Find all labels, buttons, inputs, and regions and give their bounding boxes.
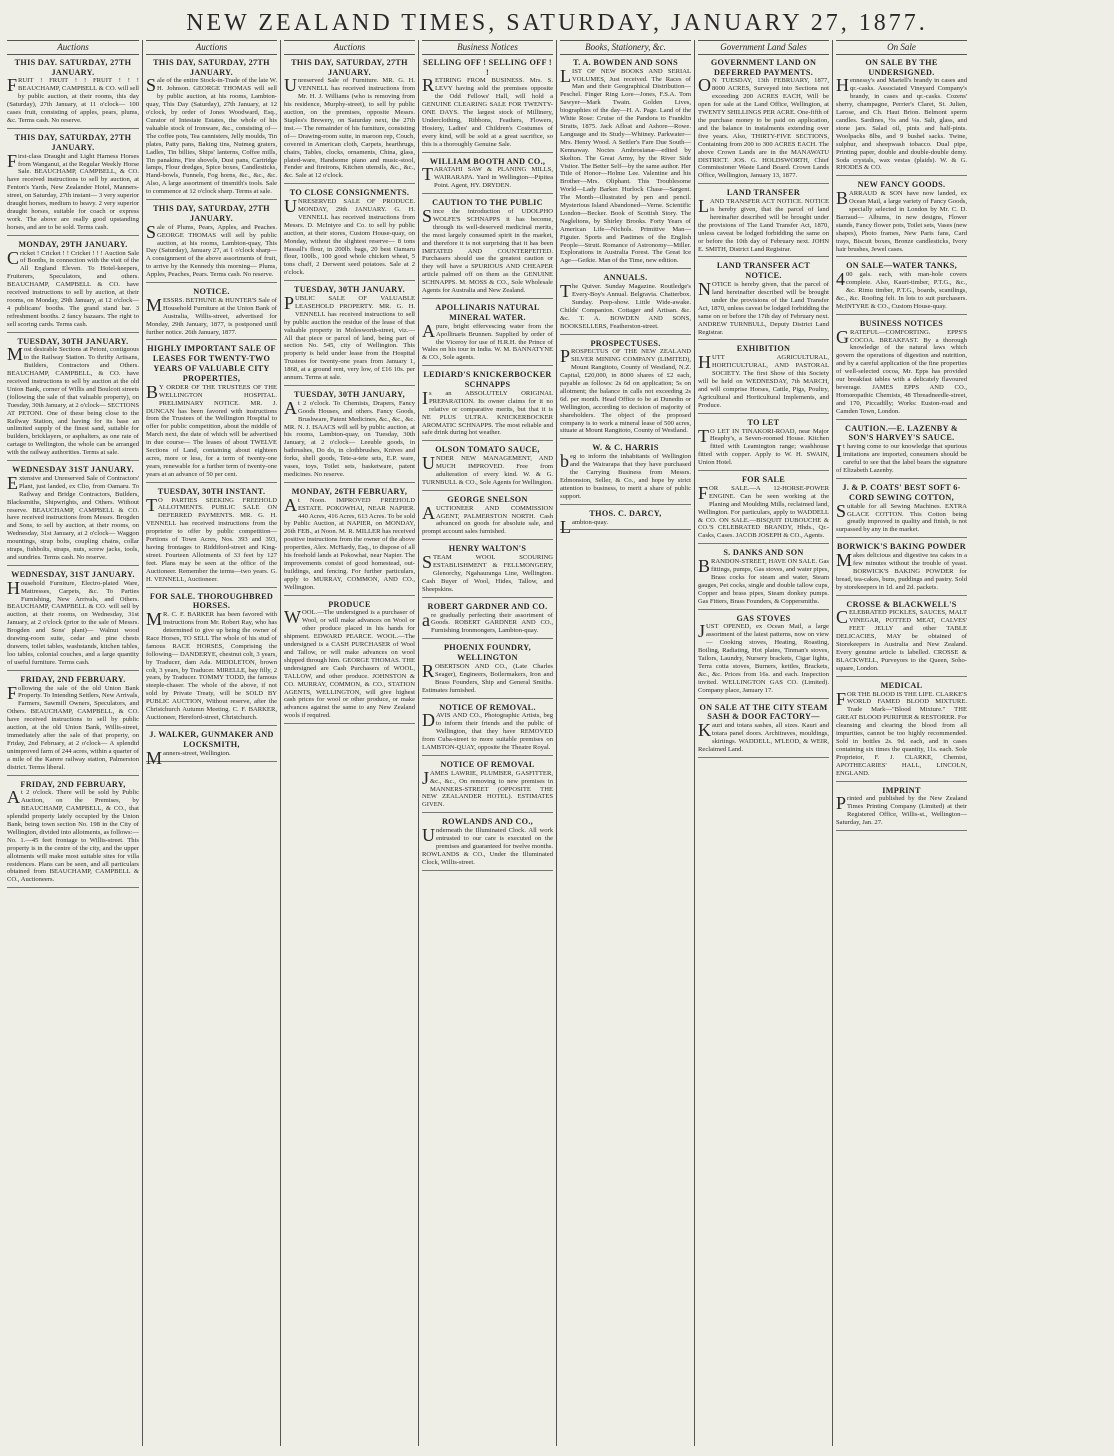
advertisement-title: TUESDAY, 30TH INSTANT. [157, 486, 266, 496]
advertisement-title: MEDICAL [880, 680, 923, 690]
divider [698, 698, 829, 699]
advertisement-title: MONDAY, 26TH FEBRUARY, [291, 486, 408, 496]
divider [422, 638, 553, 639]
divider [7, 235, 139, 236]
advertisement-body: First-class Draught and Light Harness Horses from Wanganui, at the Regular Weekly Horse Sale. BEAUCHAMP, CAMPBELL, & CO. have received instructions to sell by auction, at Fenton's Yards, New Zealander Hotel, Manners-street, on Saturday, 27th instant— 3 very superior draught horses, medium to heavy. 2 very superior draught horses, suitable for coach or express work. The above are really good upstanding horses, and are to be sold. Terms cash. [7, 150, 139, 231]
advertisement [698, 418, 829, 471]
advertisement [422, 817, 553, 870]
advertisement-title: TO LET [747, 417, 780, 427]
advertisement-title: THIS DAY, SATURDAY, 27TH JANUARY. [153, 204, 270, 223]
advertisement [836, 261, 967, 314]
advertisement-title: MONDAY, 29TH JANUARY. [18, 239, 128, 249]
advertisement [698, 344, 829, 413]
advertisement [7, 780, 139, 889]
advertisement-body: WOOL.—The undersigned is a purchaser of Wool, or will make advances on Wool or other produce placed in his hands for shipment. EDWARD PEARCE. WOOL.—The undersigned is a CASH PURCHASER of Wool and Tallow, or will make advances on wool shipped through him. GEORGE THOMAS. THE undersigned are Cash Purchasers of WOOL, TALLOW, and other produce. JOHNSTON & CO. MURRAY, COMMON, & CO., STATION AGENTS, WELLINGTON, will give highest cash prices for wool or other produce, or make advances against the same to any New Zealand wools if required. [284, 607, 415, 720]
divider [7, 670, 139, 671]
advertisement [422, 157, 553, 195]
divider [560, 438, 691, 439]
advertisement-title: THIS DAY. SATURDAY, 27TH JANUARY. [14, 57, 132, 77]
divider [422, 698, 553, 699]
advertisement-title: LEDIARD'S KNICKERBOCKER SCHNAPPS [423, 370, 552, 390]
advertisement-body: Apure, bright effervescing water from the Apollinaris Brunnen. Supplied by order of the Viceroy for use of H.R.H. the Prince of Wales on his tour in India. W. M. BANNATYNE & CO., Sole agents. [422, 320, 553, 362]
advertisement-body: PUBLIC SALE OF VALUABLE LEASEHOLD PROPERTY. MR. G. H. VENNELL has received instructions to sell by public auction the residue of the lease of that valuable property in Molesworth-street, viz.— All that piece or parcel of land, being part of section No. 545, city of Wellington. This property is held under lease from the Hospital Trustees for twenty-one years from January 1, 1868, at a ground rent, very low, of £16 10s. per annum. Terms at sale. [284, 293, 415, 382]
advertisement [560, 443, 691, 504]
advertisement-title: HIGHLY IMPORTANT SALE OF LEASES FOR TWENTY-TWO YEARS OF VALUABLE CITY PROPERTIES, [147, 344, 276, 384]
advertisement [836, 58, 967, 177]
advertisement-title: APOLLINARIS NATURAL MINERAL WATER. [435, 303, 540, 322]
advertisement-body: 400 gals. each, with man-hole covers complete. Also, Kauri-timber, P.T.G., &c., &c. Rimu timber, P.T.G., boards, scantlings, &c., &c. Roofing felt. In lots to suit purchasers. McINTYRE & CO., Custom House-quay. [836, 269, 967, 310]
advertisement-title: FOR SALE. THOROUGHBRED HORSES. [149, 591, 274, 611]
advertisement-title: THIS DAY, SATURDAY, 27TH JANUARY. [291, 57, 408, 77]
advertisement-title: GEORGE SNELSON [447, 494, 528, 504]
advertisement-title: CROSSE & BLACKWELL'S [846, 599, 957, 609]
advertisement-title: PHOENIX FOUNDRY, WELLINGTON [444, 643, 531, 663]
advertisement-title: ROWLANDS AND CO., [441, 817, 534, 827]
advertisement-body: At 2 o'clock. To Chemists, Drapers, Fancy Goods Houses, and others. Fancy Goods, Brushware, Patent Medicines, &c., &c., &c. MR. N. J. ISAACS will sell by public auction, at his rooms, Lambton-quay, on Tuesday, 30th January, at 2 o'clock— Leeuble goods, in bathrushes, Do do, in clothbrushes, Knives and forks, shell goods, Tete-a-tete sets, E.P. ware, vases, toys, Toilet sets, basketware, patent medicines. No reserve. [284, 397, 415, 478]
advertisement-title: EXHIBITION [736, 344, 791, 354]
advertisement-title: PRODUCE [328, 599, 371, 609]
divider [146, 339, 277, 340]
advertisement-body: ON TUESDAY, 13th FEBRUARY, 1877, 8000 ACRES, Surveyed into Sections not exceeding 200 ACRES EACH, Will be open for sale at the Land Office, Wellington, at TWENTY SHILLINGS PER ACRE. One-fifth of the purchase money to be paid on application, and the balance in instalments extending over five years. Also, THIRTY-FIVE SECTIONS, Containing from 200 to 300 ACRES EACH. The above Crown Lands are in the MANAWATU DISTRICT. JOS. G. HOLDSWORTH, Chief Commissioner Waste Land Board. Crown Lands Office, Wellington, January 13, 1877. [698, 75, 829, 180]
column-heading: Auctions [146, 40, 277, 55]
advertisement-title: PROSPECTUSES. [590, 338, 661, 348]
advertisement-body: Is an ABSOLUTELY ORIGINAL PREPARATION. Its owner claims for it no relative or comparative merits, but that it is NE PLUS ULTRA. KNICKERBOCKER AROMATIC SCHNAPPS. The most reliable and safe drink during hot weather. [422, 387, 553, 437]
advertisement-title: BORWICK'S BAKING POWDER [837, 542, 966, 552]
advertisement-body: BARRAUD & SON have now landed, ex Ocean Mail, a large variety of Fancy Goods, specially selected in London by Mr. C. D. Barraud— Albums, in new designs, Flower stands, Fancy flower pots, Toilet sets, Vases (new shapes), Photo frames, New Paris fans, Card trays, Biscuit boxes, Bronze candlesticks, Ivory hair brushes, Jewel cases. [836, 188, 967, 253]
advertisement-title: BUSINESS NOTICES [859, 318, 944, 328]
divider [284, 482, 415, 483]
advertisement-title: LAND TRANSFER ACT NOTICE. [716, 261, 811, 281]
advertisement-title: NOTICE OF REMOVAL [440, 759, 535, 769]
divider [284, 280, 415, 281]
advertisement-body: ROBERTSON AND CO., (Late Charles Seager), Engineers, Boilermakers, Iron and Brass Founders, Ship and General Smiths. Estimates furnished. [422, 660, 553, 694]
column [142, 40, 280, 1446]
advertisement [836, 786, 967, 831]
divider [422, 365, 553, 366]
advertisement-body: Unreserved Sale of Furniture. MR. G. H. VENNELL has received instructions from Mr. H. J. Williams (who is removing from his residence, Murphy-street), to sell by public auction, on the premises, opposite Messrs. Staples's Brewery, on Saturday next, the 27th inst.— The remainder of his furniture, consisting of— Drawing-room suite, in maroon rep, Couch, covered in American cloth, Carpets, hearthrugs, chairs, Tables, clocks, ornaments, China, glass, plated-ware, Handsome piano and music-stool, Fender and fireirons, Kitchen utensils, &c., &c., &c. Sale at 12 o'clock. [284, 75, 415, 180]
advertisement [698, 58, 829, 184]
advertisement-body: Manners-street, Wellington. [146, 747, 231, 768]
divider [146, 725, 277, 726]
divider [146, 199, 277, 200]
advertisement-body: Makes delicious and digestive tea cakes in a few minutes without the trouble of yeast. BORWICK'S BAKING POWDER for bread, tea-cakes, buns, puddings and pastry. Sold by storekeepers in 1d. and 2d. packets. [836, 550, 967, 591]
advertisement-body: LIST OF NEW BOOKS AND SERIAL VOLUMES, Just received. The Races of Man and their Geographical Distribution—Peschel. Finger Ring Lore—Jones, F.S.A. Tom Sawyer—Mark Twain. Golden Lives, biographies of the day—H. A. Page. Land of the White Rose: Cruise of the Pandora to Franklin Straits, 1875. Jack Afloat and Ashore—Rowe. Language and its Study—Whitney. Parkwater—Mrs. Henry Wood. A Settler's Fare Due South—Kennaway. Noctes Ambrosianæ—edited by Skelton. The Great Army, by the River Side Visitor. The Better Self—by the same author. Her Title of Honor—Holme Lee. Valentine and his Brother—Mrs. Oliphant. This Troublesome World—Lady Barker. Hurlock Chase—Sargent. The Month—illustrated by pen and pencil. Mysterious Island Abandoned—Verne. Scientific London—Becker. Book of Scottish Story. The Nagleltons, by Shirley Brooks. Forty Years of American Life—Nichols. Primitive Man—Figuier. Sports and Pastimes of the English People—Strutt. Romance of Astronomy—Miller. Explorations in Australia Forest. The Great Ice Age—Geikie. Man of the Time, new edition. [560, 65, 691, 265]
advertisement-body: Following the sale of the old Union Bank Property. To Intending Settlers, New Arrivals, Farmers, Sawmill Owners, Speculators, and Others. BEAUCHAMP, CAMPBELL, & CO. have received instructions to sell by public auction, at the old Union Bank, Willis-street, immediately after the sale of that property, on Friday, 2nd February, at 2 o'clock— A splendid unimproved farm of 244 acres, within a quarter of a mile of the Karere railway station, Palmerston district. Terms liberal. [7, 682, 140, 771]
advertisement [422, 643, 553, 698]
advertisement-title: WILLIAM BOOTH AND CO., [429, 156, 546, 166]
advertisement [422, 445, 553, 490]
advertisement-title: THIS DAY, SATURDAY, 27TH JANUARY. [14, 132, 132, 152]
divider [422, 193, 553, 194]
column [418, 40, 556, 1446]
advertisement-body: MESSRS. BETHUNE & HUNTER'S Sale of Household Furniture at the Union Bank of Australia, Willis-street, advertised for Monday, 29th January, 1877, is postponed until further notice. 26th January, 1877. [146, 294, 277, 336]
divider [146, 587, 277, 588]
advertisement-title: GAS STOVES [736, 613, 791, 623]
advertisement-title: THIS DAY, SATURDAY, 27TH JANUARY. [153, 57, 270, 77]
advertisement [422, 602, 553, 640]
advertisement [836, 424, 967, 479]
column [280, 40, 418, 1446]
advertisement [422, 544, 553, 597]
advertisement-body: Kauri and totara sashes, all sizes. Kauri and totara panel doors. Architraves, mouldings, skirtings. WADDELL, M'LEOD, & WEIR, Reclaimed Land. [698, 720, 829, 753]
advertisement-body: LAND TRANSFER ACT NOTICE. NOTICE is hereby given, that the parcel of land hereinafter described will be brought under the provisions of The Land Transfer Act, 1870, unless caveat be lodged forbidding the same on or before the 10th day of February next. JOHN E. SMITH, District Land Registrar. [698, 196, 829, 253]
advertisement-body: Sale of Plums, Pears, Apples, and Peaches. GEORGE THOMAS will sell by public auction, at his rooms, Lambton-quay, This Day (Saturday), January 27, at 1 o'clock sharp— A consignment of the above assortments of fruit, to arrive by the Kennedy this morning— Plums, Apples, Peaches, Pears. Terms cash. No reserve. [146, 221, 277, 279]
advertisement [284, 58, 415, 184]
divider [698, 757, 829, 758]
advertisement-body: At 2 o'clock. There will be sold by Public Auction, on the Premises, by BEAUCHAMP, CAMPBELL, & CO., that splendid property lately occupied by the Union Bank, being town section No. 198 in the City of Wellington, divided into allotments, as follows:— No. 1.—45 feet frontage to Willis-street. This property is in the centre of the city, and the upper allotments will make most suitable sites for villa residences. Plans can be seen, and all particulars obtained from BEAUCHAMP, CAMPBELL & CO., Auctioneers. [7, 787, 139, 884]
divider [7, 775, 139, 776]
advertisement [7, 570, 139, 671]
divider [836, 537, 967, 538]
column-heading: Government Land Sales [698, 40, 829, 55]
advertisement-body: beg to inform the inhabitants of Wellington and the Wairarapa that they have purchased the Carrying Business from Messrs. Edmonston, Seller, & Co., and hope by strict attention to business, to merit a share of public support. [560, 451, 691, 500]
divider [836, 478, 967, 479]
divider [422, 490, 553, 491]
advertisement-body: HUTT AGRICULTURAL, HORTICULTURAL, AND PASTORAL SOCIETY. The first Show of this Society will be held on WEDNESDAY, 7th MARCH, and will comprise Horses, Cattle, Pigs, Poultry, Agricultural and Horticultural Implements, and Produce. [698, 352, 829, 409]
divider [560, 268, 691, 269]
advertisement [836, 681, 967, 782]
advertisement-body: Printed and published by the New Zealand Times Printing Company (Limited) at their Registered Office, Willis-st., Wellington—Saturday, Jan. 27. [836, 793, 967, 827]
advertisement [560, 58, 691, 270]
advertisement-body: DAVIS AND CO., Photographic Artists, beg to inform their friends and the public of Wellington, that they have REMOVED from Cuba-street to more suitable premises on LAMBTON-QUAY, opposite the Theatre Royal. [422, 710, 553, 752]
advertisement-title: THOS. C. DARCY, [589, 508, 662, 518]
advertisement-title: OLSON TOMATO SAUCE, [435, 445, 540, 455]
divider [698, 543, 829, 544]
advertisement-body: Sale of the entire Stock-in-Trade of the late W. H. Johnson. GEORGE THOMAS will sell by public auction, at his rooms, Lambton-quay, This Day (Saturday), 27th January, at 12 o'clock, by order of Jones Woodward, Esq., Curator of Intestate Estates, the whole of his valuable stock of Ironware, &c., consisting of— The coffee pots, Tea cannisters, Jelly moulds, Tin plates, Patty pans, Baking tins, Nutmeg graters, Ladles, Tin billies, Ships' lanterns, Coffee mills, Tin panakins, Fire shovels, Dust pans, Cartridge lamps, Flour dredges, Spice boxes, Candlesticks, Hand-bowls, Funnels, Fog horns, &c., &c., &c. Also, A large assortment of tinsmith's tools. Sale to commence at 12 o'clock sharp. Terms at sale. [146, 75, 277, 196]
divider [698, 413, 829, 414]
advertisement [146, 287, 277, 340]
divider [836, 175, 967, 176]
advertisement [7, 337, 139, 462]
advertisement [7, 465, 139, 566]
advertisement-body: FRUIT ! FRUIT ! ! FRUIT ! ! ! BEAUCHAMP, CAMPBELL & CO. will sell by public auction, at their rooms, this day (Saturday), 27th January, at 11 o'clock— 100 cases fruit, consisting of apples, pears, plums, &c. Terms cash. No reserve. [7, 75, 139, 125]
advertisement-title: GOVERNMENT LAND ON DEFERRED PAYMENTS. [710, 57, 817, 77]
advertisement [698, 188, 829, 257]
advertisement [284, 600, 415, 725]
divider [422, 597, 553, 598]
divider [560, 334, 691, 335]
advertisement [284, 390, 415, 483]
divider [422, 298, 553, 299]
advertisement-body: Hennessy's and Martell's brandy in cases and qr.-casks. Associated Vineyard Company's brandy, in cases and qr.-casks. Cozens' sherry, champagne, Perrier's Claret, St. Julien, Larose, and Ch. Haut Brion. Belmont sperm candles. Sardines, ½s and ¼s. Salt, glass, and stone jars. Salad oil, pints and half-pints. Woolpacks 8lbs, and 9 bushel sacks. Twine, sulphur, and sheepwash tobacco. Dual pipe, Printing paper, double and double-double demy. Soda crystals, wax vestas (plaids). W. & G. RHODES & CO. [836, 75, 967, 172]
advertisement-title: LAND TRANSFER [726, 188, 801, 198]
advertisement-title: ROBERT GARDNER AND CO. [427, 601, 548, 611]
advertisement-title: FRIDAY, 2ND FEBRUARY, [20, 779, 126, 789]
advertisement-title: TUESDAY, 30TH JANUARY. [17, 336, 129, 346]
divider [7, 460, 139, 461]
divider [560, 504, 691, 505]
advertisement-title: ON SALE—WATER TANKS, [846, 261, 957, 271]
divider [836, 781, 967, 782]
advertisement [836, 483, 967, 538]
column-heading: Books, Stationery, &c. [560, 40, 691, 55]
column-heading: On Sale [836, 40, 967, 55]
divider [422, 152, 553, 153]
divider [284, 595, 415, 596]
advertisement-body: TO LET IN TINAKORI-ROAD, near Major Heaphy's, a Seven-roomed House. Kitchen fitted with Leamington range; washhouse fitted with copper. Apply to W. H. SWAIN, Union Hotel. [698, 425, 829, 467]
advertisement-body: AUCTIONEER AND COMMISSION AGENT, PALMERSTON NORTH. Cash advanced on goods for absolute sale, and prompt account sales furnished. [422, 502, 553, 536]
divider [836, 256, 967, 257]
advertisement [698, 614, 829, 699]
advertisement [698, 548, 829, 609]
advertisement-body: RETIRING FROM BUSINESS. Mrs. S. LEVY having sold the premises opposite the Odd Fellows' Hall, will hold a GENUINE CLEARING SALE FOR TWENTY-ONE DAYS. The largest stock of Millinery, Underclothing, Ribbons, Feathers, Flowers, Hosiery, Ladies' and Children's Costumes of every kind, will be sold at a great sacrifice, so this is a thoroughly Genuine Sale. [422, 75, 553, 148]
advertisement [422, 58, 553, 153]
masthead: NEW ZEALAND TIMES, SATURDAY, JANUARY 27, 1877. [186, 10, 928, 36]
advertisement [146, 487, 277, 588]
divider [284, 723, 415, 724]
advertisement [284, 188, 415, 281]
divider [698, 609, 829, 610]
divider [422, 755, 553, 756]
advertisement-body: Lambton-quay. [560, 516, 609, 537]
divider [422, 812, 553, 813]
advertisement [7, 675, 139, 776]
advertisement [422, 760, 553, 813]
advertisement-title: ANNUALS. [603, 273, 648, 283]
divider [7, 565, 139, 566]
advertisement-title: WEDNESDAY 31ST JANUARY. [12, 465, 134, 475]
advertisement [422, 303, 553, 366]
divider [698, 470, 829, 471]
advertisement [284, 285, 415, 386]
advertisement [836, 600, 967, 677]
divider [146, 482, 277, 483]
advertisement-body: BRANDON-STREET, HAVE ON SALE. Gas fittings, pumps, Gas stoves, and water pipes, Brass cocks for steam and water, Steam gauges, Pet cocks, single and double tallow cups, Copper and brass pipes, Steam donkey pumps. Gas Fitters, Brass Founders, & Coppersmiths. [698, 556, 829, 605]
divider [7, 128, 139, 129]
advertisement-body: Household Furniture, Electro-plated Ware, Mattresses, Carpets, &c. To Parties Furnishing, New Arrivals, and Others. BEAUCHAMP, CAMPBELL & CO. will sell by auction, at their rooms, on Wednesday, 31st January, at 2 o'clock (prior to the sale of Messrs. Brogden and Sons' plant)— Walnut wood drawing-room suite, cedar and pine chests drawers, toilet tables, washstands, kitchen tables, loo tables, colonial couches, and a large quantity of useful furniture. Terms cash. [7, 577, 139, 666]
advertisement-body: are gradually perfecting their assortment of Goods. ROBERT GARDNER AND CO., Furnishing Ironmongers, Lambton-quay. [422, 609, 553, 635]
advertisement [422, 370, 553, 441]
advertisement-body: Since the introduction of UDOLPHO WOLFE'S SCHNAPPS it has become, through its well-deserved medicinal merits, the most largely consumed spirit in the market, and therefore it is not surprising that it has been IMITATED AND COUNTERFEITED. Purchasers should use the greatest caution or they will have a SPURIOUS AND CHEAPER article palmed off on them as the GENUINE SCHNAPPS. M. MOSS & CO., Sole Wholesale Agents for Australia and New Zealand. [422, 206, 553, 295]
column [832, 40, 970, 1446]
advertisement-body: JAMES LAWRIE, PLUMBER, GASFITTER, &c., &c., On removing to new premises in MANNERS-STREET (OPPOSITE THE NEW ZEALANDER HOTEL). ESTIMATES GIVEN. [422, 767, 553, 809]
advertisement-body: UNDER NEW MANAGEMENT, AND MUCH IMPROVED. Free from adulteration of every kind. W. & G. TURNBULL & CO., Sole Agents for Wellington. [422, 453, 553, 486]
column [694, 40, 832, 1446]
advertisement-body: Underneath the Illuminated Clock. All work entrusted to our care is executed on the premises and guaranteed for twelve months. ROWLANDS & CO., Under the Illuminated Clock, Willis-street. [422, 825, 553, 866]
advertisement-body: CELEBRATED PICKLES, SAUCES, MALT VINEGAR, POTTED MEAT, CALVES' FEET JELLY and other TABLE DELICACIES, MAY be obtained of Storekeepers in Australia and New Zealand. Every genuine article is labelled. CROSSE & BLACKWELL, Purveyors to the Queen, Soho-square, London. [836, 607, 967, 672]
divider [146, 282, 277, 283]
advertisement-body: Extensive and Unreserved Sale of Contractors' Plant, just landed, ex Clio, from Oamaru. To Railway and Bridge Contractors, Builders, Blacksmiths, Shipwrights, and Others. Without reserve. BEAUCHAMP, CAMPBELL & CO. have received instructions from Messrs. Brogden and Sons, to sell by auction, at their rooms, on Wednesday, 31st January, at 2 o'clock— Waggon mountings, strap bolts, coupling chains, collar straps, fishbolts, straps, nuts, screw jacks, tools, and sundries. Terms cash. No reserve. [7, 472, 139, 562]
advertisement-title: W. & C. HARRIS [592, 443, 659, 453]
divider [422, 440, 553, 441]
advertisement-body: UNRESERVED SALE OF PRODUCE. MONDAY, 29th JANUARY. G. H. VENNELL has received instructions from Messrs. D. McIntyre and Co. to sell by public auction, at their stores, Custom House-quay, on Monday, without the slightest reserve— 8 tons Hassall's flour, in 200lb. bags, 20 best Oamaru flour, 100lb., 100 good whole chicken wheat, 5 tons chaff, 2 Derwent seed potatoes. Sale at 2 o'clock. [284, 196, 415, 277]
divider [7, 887, 139, 888]
divider [146, 761, 277, 762]
advertisement-title: ON SALE AT THE CITY STEAM SASH & DOOR FACTORY— [699, 702, 828, 722]
divider [7, 332, 139, 333]
advertisement [146, 729, 277, 768]
advertisement-body: BY ORDER OF THE TRUSTEES OF THE WELLINGTON HOSPITAL. PRELIMINARY NOTICE. MR. J. DUNCAN has been favored with instructions from the Trustees of the Wellington Hospital to offer for public competition, about the middle of March next, the date of which will be advertised in due course— The leases of about TWELVE Sections of Land, containing about eighteen acres, more or less, for a term of twenty-one years, renewable for a further term of twenty-one years at an advance of 50 per cent. [146, 381, 277, 478]
advertisement-title: FRIDAY, 2ND FEBRUARY. [20, 674, 126, 684]
advertisement-title: S. DANKS AND SON [723, 548, 804, 558]
advertisement-body: FOR SALE.—A 12-HORSE-POWER ENGINE. Can be seen working at the Planing and Moulding Mills, reclaimed land, Wellington. For particulars, apply to WADDELL & CO. ON SALE.—BISQUIT DUBOUCHE & CO.'S CELEBRATED BRANDY, Hhds., Qr.-Casks, Cases. JACOB JOSEPH & CO., Agents. [698, 482, 829, 540]
advertisement [146, 592, 277, 726]
divider [560, 529, 691, 530]
advertisement [284, 487, 415, 596]
advertisement-body: FOR THE BLOOD IS THE LIFE. CLARKE'S WORLD FAMED BLOOD MIXTURE. Trade Mark—"Blood Mixture." THE GREAT BLOOD PURIFIER & RESTORER. For cleansing and clearing the blood from all impurities, cannot be too highly recommended. Sold in bottles 2s. 9d. each, and in cases containing six times the quantity, 11s. each. Sole Proprietor, F. J. CLARKE, Chemist, APOTHECARIES' HALL, LINCOLN, ENGLAND. [836, 688, 967, 777]
advertisement-body: TARATAHI SAW & PLANING MILLS, WAIRARAPA. Yard in Wellington—Pipitea Point. Agent, HY. DRYDEN. [422, 164, 553, 190]
advertisement-body: TO PARTIES SEEKING FREEHOLD ALLOTMENTS. PUBLIC SALE ON DEFERRED PAYMENTS. MR. G. H. VENNELL has received instructions from the proprietor to offer by public competition— Portions of Town Acres, Nos. 393 and 393, having frontages to Riddiford-street and King-street. Fourteen Allotments of 33 feet by 127 feet. Plans may be seen at the office of the Auctioneer. Remember the terms—two years. G. H. VENNELL, Auctioneer. [146, 494, 277, 583]
divider [422, 539, 553, 540]
divider [698, 256, 829, 257]
advertisement-body: MR. C. F. BARKER has been favored with instructions from Mr. Robert Ray, who has determined to give up being the owner of Race Horses, TO SELL The whole of his stud of famous RACE HORSES, Comprising the following— DANDERYE, chestnut colt, 3 years, by Traducer, dam Ada. MIDDLETON, brown colt, 3 years, by Traducer. MIRELLE, bay filly, 2 years, by Traducer. TOMMY TODD, the famous steeple-chaser. The whole of the above, if not sold by Private Treaty, will be SOLD BY PUBLIC AUCTION, Without reserve, after the Christchurch Autumn Meeting. C. F. BARKER, Auctioneer, Hereford-street, Christchurch. [146, 609, 277, 722]
divider [422, 870, 553, 871]
advertisement-title: J. WALKER, GUNMAKER AND LOCKSMITH, [149, 729, 274, 749]
column-heading: Auctions [284, 40, 415, 55]
advertisement-title: TUESDAY, 30TH JANUARY, [294, 389, 405, 399]
advertisement [7, 240, 139, 333]
advertisement-title: NOTICE OF REMOVAL. [439, 702, 536, 712]
advertisement [836, 542, 967, 595]
advertisement-title: FOR SALE [741, 475, 786, 485]
advertisement [146, 58, 277, 200]
divider [698, 183, 829, 184]
advertisement-body: PROSPECTUS OF THE NEW ZEALAND SILVER MINING COMPANY (LIMITED), Mount Rangitoto, County of Westland, N.Z. Capital, £20,000, in 8000 shares of £2 each, payable as follows: 2s 6d on application; 5s on allotment; the balance in calls not exceeding 2s 6d. per month. Head Office to be at Dunedin or Wellington, according to decision of majority of shareholders. The object of the proposed company is to work a mineral lease of 500 acres, situate at Mount Rangitoto, County of Westland. [560, 346, 691, 435]
advertisement-body: It having come to our knowledge that spurious imitations are imported, consumers should be careful to see that the label bears the signature of Elizabeth Lazenby. [836, 441, 967, 475]
advertisement [560, 273, 691, 334]
advertisement [560, 339, 691, 440]
advertisement-body: Cricket ! Cricket ! ! Cricket ! ! ! Auction Sale of Booths, in connection with the visit of the All England Eleven. To Hotel-keepers, Fruiterers, Speculators, and others. BEAUCHAMP, CAMPBELL & CO. have received instructions to sell by auction, at their rooms, on Monday, 29th January, at 12 o'clock— 4 publicans' booths. The grand stand bar. 3 refreshment booths. 2 fancy bazaars. The right to sell scoring cards. Terms cash. [7, 247, 139, 328]
advertisement-title: WEDNESDAY, 31ST JANUARY. [11, 569, 135, 579]
advertisement [422, 198, 553, 299]
divider [284, 385, 415, 386]
advertisement [698, 475, 829, 544]
column-heading: Business Notices [422, 40, 553, 55]
advertisement-title: TO CLOSE CONSIGNMENTS. [289, 188, 410, 198]
advertisement-body: Most desirable Sections at Petoni, contiguous to the Railway Station. To thrifty Artisans, Builders, Contractors and Others. BEAUCHAMP, CAMPBELL, & CO. have received instructions to sell by auction at the old Union Bank, corner of Willis and Boulcott streets (following the sale of that valuable property), on Tuesday, 30th January, at 2 o'clock— SECTIONS AT PETONI. One of these being close to the Railway Station, and having for its base an unlimited supply of the finest sand, suitable for builders, bricklayers, or asphalters, as one rate of cartage to Wellington, the whole can be arranged with the railway authorities. Terms at sale. [7, 344, 139, 457]
advertisement-body: At Noon. IMPROVED FREEHOLD ESTATE. POKOWHAI, NEAR NAPIER. 440 Acres, 416 Acres, 613 Acres. To be sold by Public Auction, at NAPIER, on MONDAY, 26th FEB., at Noon. M. R. MILLER has received positive instructions from the owner of the above properties, Alex. McHardy, Esq., to dispose of all his freehold lands at Pokowhai, near Napier. The improvements consist of good homestead, out-buildings, and fencing. For further particulars, apply to MURRAY, COMMON, AND CO., Wellington. [284, 494, 415, 591]
advertisement-title: NOTICE. [193, 287, 230, 297]
advertisement-body: GRATEFUL—COMFORTING. EPPS'S COCOA. BREAKFAST. By a thorough knowledge of the natural laws which govern the operations of digestion and nutrition, and by a careful application of the fine properties of well-selected cocoa, Mr. Epps has provided our breakfast tables with a delicately flavoured beverage. JAMES EPPS AND CO., Homœopathic Chemists, 48 Threadneedle-street, and 170, Piccadilly; Works: Euston-road and Camden Town, London. [836, 326, 967, 415]
advertisement-title: ON SALE BY THE UNDERSIGNED. [865, 57, 938, 77]
advertisement [422, 495, 553, 540]
advertisement-body: Suitable for all Sewing Machines. EXTRA GLACE COTTON. This Cotton being greatly improved in quality and finish, is not surpassed by any in the market. [836, 500, 967, 534]
advertisement [836, 319, 967, 420]
columns-container [4, 40, 1110, 1446]
advertisement [7, 133, 139, 236]
advertisement-title: SELLING OFF ! SELLING OFF ! ! [423, 57, 552, 77]
advertisement [146, 204, 277, 283]
advertisement-title: J. & P. COATS' BEST SOFT 6-CORD SEWING COTTON, [842, 482, 961, 502]
advertisement-body: NOTICE is hereby given, that the parcel of land hereinafter described will be brought under the provisions of the Land Transfer Act, 1870, unless caveat be lodged forbidding the same on or before the 17th day of February next. ANDREW TURNBULL, Deputy District Land Registrar. [698, 279, 829, 336]
divider [836, 830, 967, 831]
advertisement [422, 703, 553, 756]
advertisement-title: CAUTION.—E. LAZENBY & SON'S HARVEY'S SAUCE. [845, 423, 958, 443]
advertisement [560, 508, 691, 537]
advertisement-body: STEAM WOOL SCOURING ESTABLISHMENT & FELLMONGERY, Glenorchy, Ngahauranga Line, Wellington. Cash Buyer of Wool, Hides, Tallow, and Sheepskins. [422, 552, 553, 593]
column [4, 40, 142, 1446]
divider [836, 676, 967, 677]
advertisement-title: CAUTION TO THE PUBLIC [432, 198, 543, 208]
advertisement-body: JUST OPENED, ex Ocean Mail, a large assortment of the latest patterns, now on view— Cooking stoves, Heating, Roasting, Boiling, Radiating, Hot plates, Tinman's stoves, Tailors, Laundry, Nursery brackets, Cigar lights, Terra cotta stoves, Burners, kettles, Brackets, &c., &c. Prices from 16s. and each. Inspection invited. WELLINGTON GAS CO. (Limited). Company place, January 17. [698, 621, 829, 694]
divider [698, 339, 829, 340]
advertisement-title: IMPRINT [882, 785, 921, 795]
column-heading: Auctions [7, 40, 139, 55]
divider [836, 419, 967, 420]
advertisement [146, 344, 277, 482]
divider [836, 595, 967, 596]
column [556, 40, 694, 1446]
advertisement-title: T. A. BOWDEN AND SONS [573, 57, 678, 67]
advertisement-title: HENRY WALTON'S [448, 544, 527, 554]
advertisement-body: The Quiver. Sunday Magazine. Routledge's Every-Boy's Annual. Belgravia. Chatterbox. Sunday. Peep-show. Little Wide-awake. Childs' Companion. Cottager and Artisan. &c. &c. T. A. BOWDEN AND SONS, BOOKSELLERS, Featherston-street. [560, 281, 691, 330]
divider [836, 314, 967, 315]
advertisement [698, 261, 829, 340]
advertisement [836, 180, 967, 257]
advertisement [7, 58, 139, 129]
advertisement [698, 703, 829, 758]
divider [284, 183, 415, 184]
advertisement-title: TUESDAY, 30TH JANUARY. [294, 285, 405, 295]
advertisement-title: NEW FANCY GOODS. [857, 180, 946, 190]
